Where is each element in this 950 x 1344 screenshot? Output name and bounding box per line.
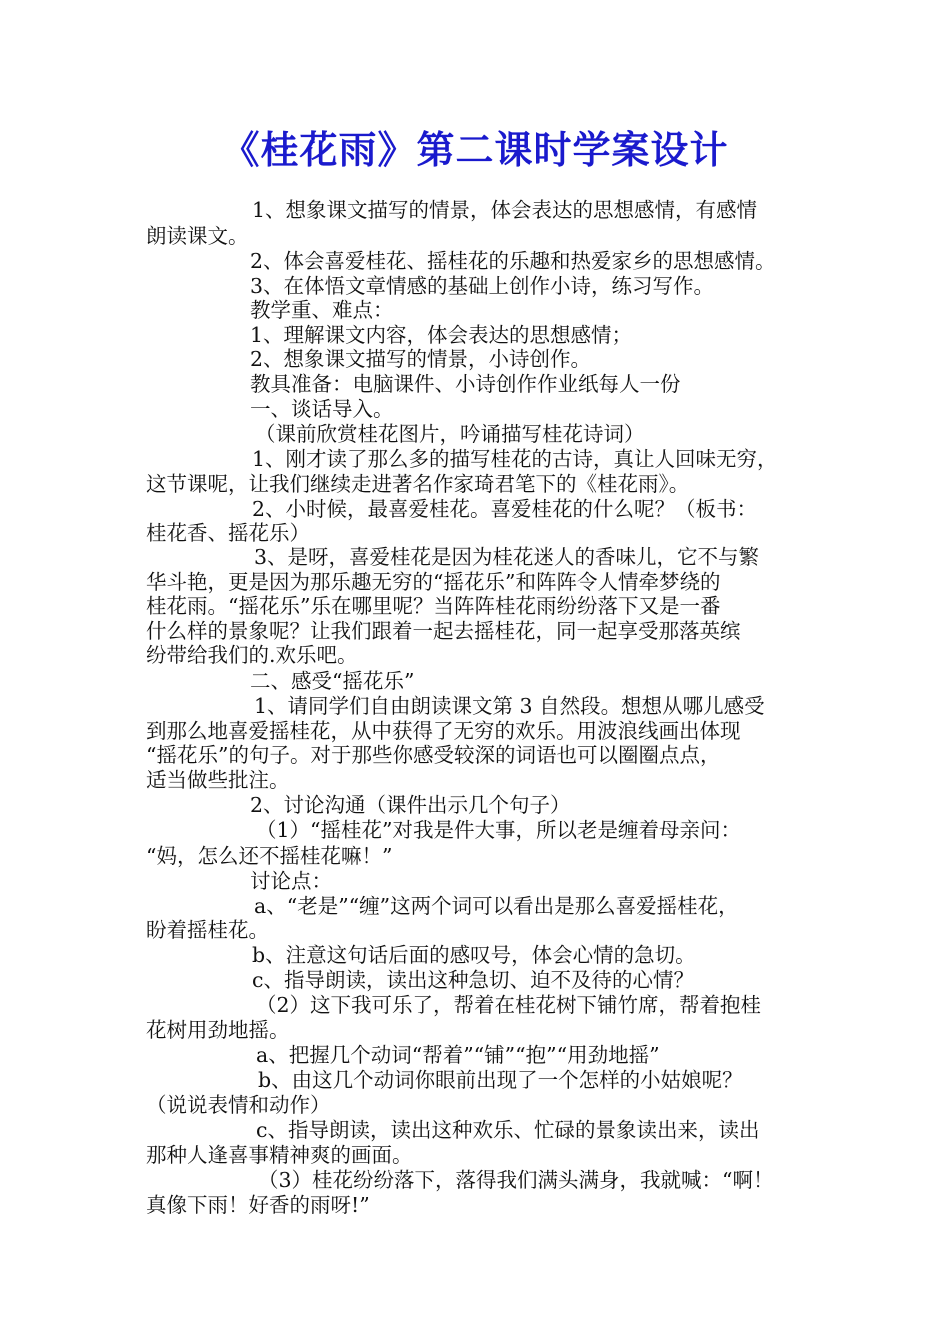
text-line: 2、想象课文描写的情景，小诗创作。 — [250, 347, 592, 371]
text-line: 讨论点： — [250, 869, 332, 893]
text-line: c、指导朗读，读出这种急切、迫不及待的心情？ — [252, 968, 694, 992]
text-line: 1、请同学们自由朗读课文第 3 自然段。想想从哪儿感受 — [254, 694, 765, 718]
text-line: “摇花乐”的句子。对于那些你感受较深的词语也可以圈圈点点， — [146, 743, 721, 767]
text-line: 2、讨论沟通（课件出示几个句子） — [250, 793, 571, 817]
text-line: “妈，怎么还不摇桂花嘛！” — [146, 844, 393, 868]
text-line: 这节课呢，让我们继续走进著名作家琦君笔下的《桂花雨》。 — [146, 472, 690, 496]
text-line: 什么样的景象呢？让我们跟着一起去摇桂花，同一起享受那落英缤 — [146, 619, 741, 643]
text-line: a、“老是”“缠”这两个词可以看出是那么喜爱摇桂花， — [254, 894, 739, 918]
text-line: 1、刚才读了那么多的描写桂花的古诗，真让人回味无穷， — [252, 447, 778, 471]
text-line: 3、是呀，喜爱桂花是因为桂花迷人的香味儿，它不与繁 — [254, 545, 760, 569]
text-line: 1、想象课文描写的情景，体会表达的思想感情，有感情 — [252, 198, 758, 222]
text-line: （说说表情和动作） — [146, 1093, 331, 1117]
text-line: 二、感受“摇花乐” — [250, 669, 415, 693]
text-line: 朗读课文。 — [146, 224, 249, 248]
text-line: 教具准备：电脑课件、小诗创作作业纸每人一份 — [250, 372, 681, 396]
text-line: 华斗艳，更是因为那乐趣无穷的“摇花乐”和阵阵令人情牵梦绕的 — [146, 570, 721, 594]
text-line: 2、体会喜爱桂花、摇桂花的乐趣和热爱家乡的思想感情。 — [250, 249, 776, 273]
text-line: a、把握几个动词“帮着”“铺”“抱”“用劲地摇” — [256, 1043, 660, 1067]
text-line: （2）这下我可乐了，帮着在桂花树下铺竹席，帮着抱桂 — [256, 993, 762, 1017]
text-line: 教学重、难点： — [250, 298, 394, 322]
text-line: 桂花香、摇花乐） — [146, 521, 310, 545]
text-line: （3）桂花纷纷落下，落得我们满头满身，我就喊：“啊！ — [258, 1168, 774, 1192]
text-line: 2、小时候，最喜爱桂花。喜爱桂花的什么呢？（板书： — [252, 497, 758, 521]
text-line: 盼着摇桂花。 — [146, 918, 269, 942]
text-line: 一、谈话导入。 — [250, 397, 394, 421]
text-line: 到那么地喜爱摇桂花，从中获得了无穷的欢乐。用波浪线画出体现 — [146, 719, 741, 743]
text-line: 桂花雨。“摇花乐”乐在哪里呢？当阵阵桂花雨纷纷落下又是一番 — [146, 594, 721, 618]
text-line: c、指导朗读，读出这种欢乐、忙碌的景象读出来，读出 — [256, 1118, 760, 1142]
text-line: （课前欣赏桂花图片，吟诵描写桂花诗词） — [255, 422, 645, 446]
text-line: 花树用劲地摇。 — [146, 1018, 290, 1042]
document-title: 《桂花雨》第二课时学案设计 — [221, 127, 729, 172]
text-line: 3、在体悟文章情感的基础上创作小诗，练习写作。 — [250, 274, 715, 298]
text-line: 适当做些批注。 — [146, 768, 290, 792]
text-line: b、由这几个动词你眼前出现了一个怎样的小姑娘呢？ — [258, 1068, 743, 1092]
text-line: 那种人逢喜事精神爽的画面。 — [146, 1143, 413, 1167]
text-line: （1）“摇桂花”对我是件大事，所以老是缠着母亲问： — [256, 818, 742, 842]
text-line: 1、理解课文内容，体会表达的思想感情； — [250, 323, 633, 347]
text-line: 真像下雨！好香的雨呀!” — [146, 1193, 370, 1217]
text-line: b、注意这句话后面的感叹号，体会心情的急切。 — [252, 943, 696, 967]
text-line: 纷带给我们的.欢乐吧。 — [146, 643, 358, 667]
